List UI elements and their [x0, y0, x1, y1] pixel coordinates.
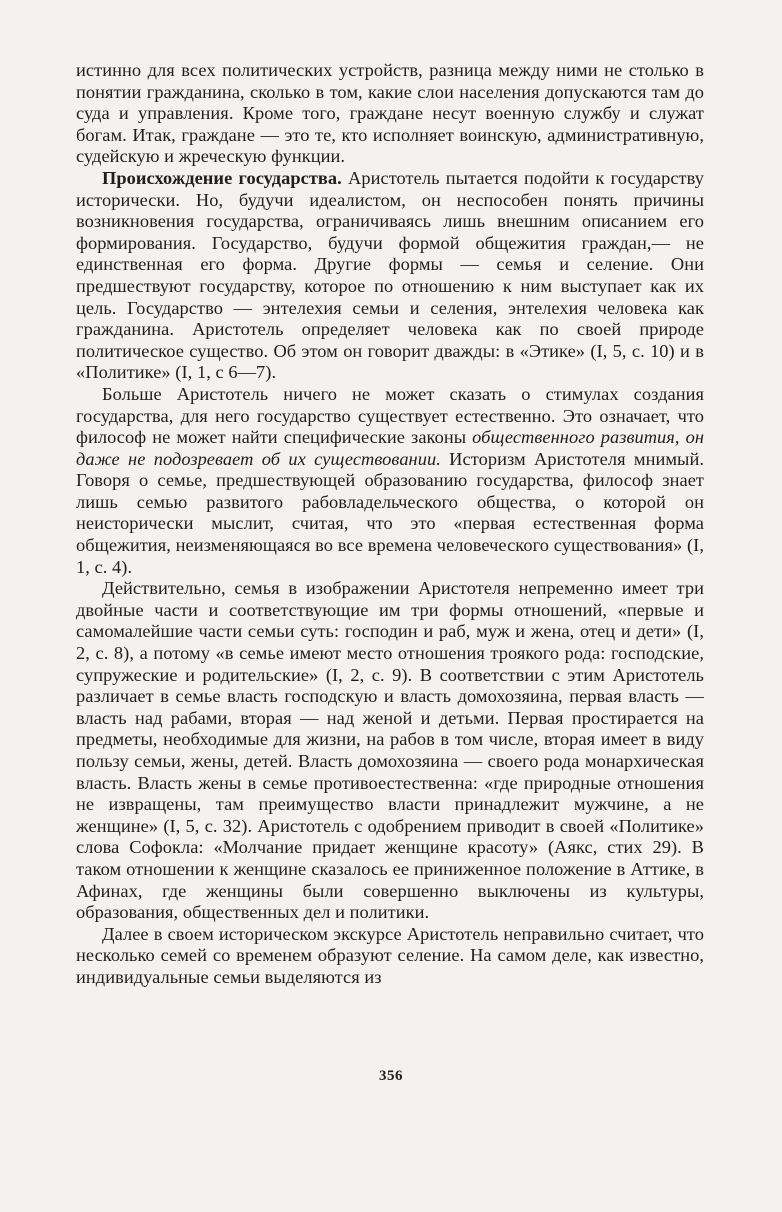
paragraph-continuation: истинно для всех политических устройств, разница между ними не столько в понятии гражданина, сколько в том, какие слои населения допускаются там до суда и управления. Кроме того, граждане несут военную службу и служат богам. Итак, граждане — это те, кто исполняет воинскую, административную, судейскую и жреческую функции. — [76, 60, 704, 167]
section-heading: Происхождение государства. — [102, 167, 342, 188]
paragraph-stimuli — [76, 384, 704, 578]
paragraph-text-a: Больше Аристотель ничего не может сказать о стимулах создания государства, для него государство существует естественно. Это означает, что философ не может найти специфические законы — [76, 383, 704, 448]
italic-phrase: общественного развития, он даже не подозревает об их существовании. — [76, 427, 704, 469]
paragraph-origin-of-state — [76, 168, 704, 384]
paragraph-family: Действительно, семья в изображении Аристотеля непременно имеет три двойные части и соответствующие им три формы отношений, «первые и самомалейшие части семьи суть: господин и раб, муж и жена, отец и дети» (I, 2, с. 8), а потому «в семье имеют место отношения троякого рода: господские, супружеские и родительские» (I, 2, с. 9). В соответствии с этим Аристотель различает в семье власть господскую и власть домохозяина, первая власть — власть над рабами, вторая — над женой и детьми. Первая простирается на предметы, необходимые для жизни, на рабов в том числе, вторая имеет в виду пользу семьи, жены, детей. Власть домохозяина — своего рода монархическая власть. Власть жены в семье противоестественна: «где природные отношения не извращены, там преимущество власти принадлежит мужчине, а не женщине» (I, 5, с. 32). Аристотель с одобрением приводит в своей «Политике» слова Софокла: «Молчание придает женщине красоту» (Аякс, стих 29). В таком отношении к женщине сказалось ее приниженное положение в Аттике, в Афинах, где женщины были совершенно выключены из культуры, образования, общественных дел и политики. — [76, 578, 704, 923]
body-text — [76, 60, 704, 989]
page-number: 356 — [379, 1068, 403, 1084]
paragraph-text: Аристотель пытается подойти к государству исторически. Но, будучи идеалистом, он неспособен понять причины возникновения государства, ограничиваясь лишь внешним описанием его формирования. Государство, будучи формой общежития граждан,— не единственная его форма. Другие формы — семья и селение. Они предшествуют государству, которое по отношению к ним выступает как их цель. Государство — энтелехия семьи и селения, энтелехия человека как гражданина. Аристотель определяет человека как по своей природе политическое существо. Об этом он говорит дважды: в «Этике» (I, 5, с. 10) и в «Политике» (I, 1, с 6—7). — [76, 167, 704, 383]
paragraph-settlement: Далее в своем историческом экскурсе Аристотель неправильно считает, что несколько семей со временем образуют селение. На самом деле, как известно, индивидуальные семьи выделяются из — [76, 923, 704, 987]
paragraph-text-b: Историзм Аристотеля мнимый. Говоря о семье, предшествующей образованию государства, философ знает лишь семью развитого рабовладельческого общества, о которой он неисторически мыслит, считая, что это «первая естественная форма общежития, неизменяющаяся во все времена человеческого существования» (I, 1, с. 4). — [76, 448, 704, 577]
